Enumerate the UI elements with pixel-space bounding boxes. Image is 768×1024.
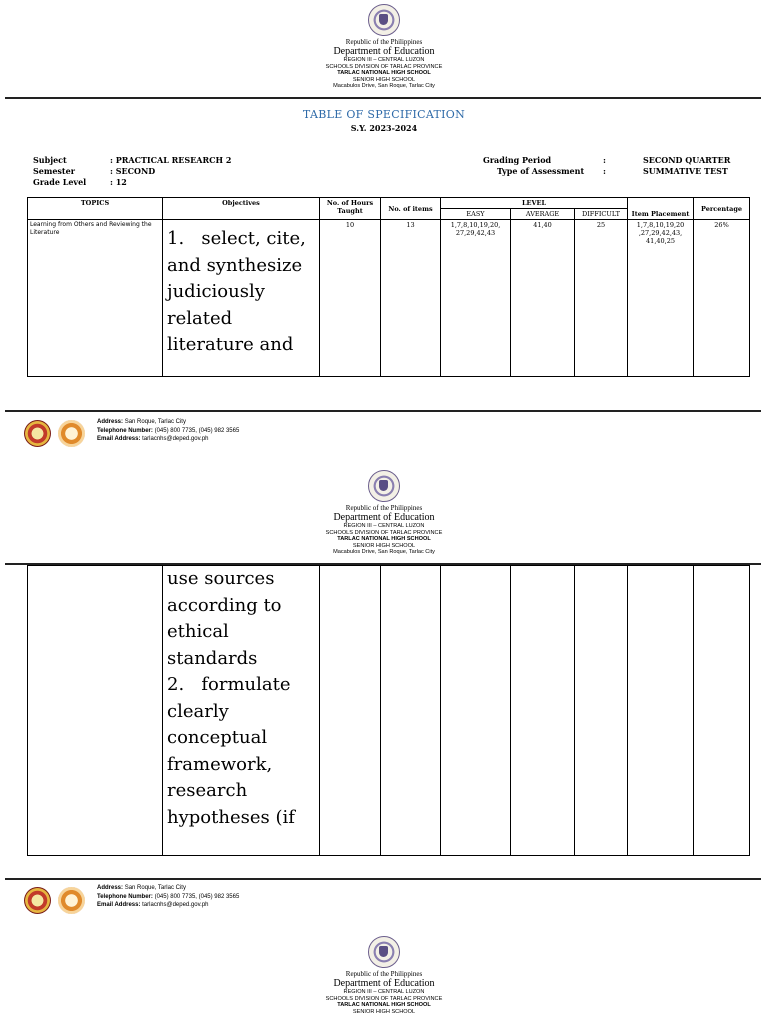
footer-contact: [97, 418, 239, 444]
footer-email-label: Email Address:: [97, 436, 141, 443]
footer-phone: (045) 800 7735, (045) 982 3565: [154, 893, 240, 900]
semester-value: : SECOND: [110, 166, 156, 176]
info-labels: [33, 155, 113, 188]
republic-text: Republic of the Philippines: [345, 970, 423, 978]
deped-seal-icon: [368, 936, 400, 968]
letterhead-address: Macabulos Drive, San Roque, Tarlac City: [333, 549, 435, 556]
easy-cell: 1,7,8,10,19,20, 27,29,42,43: [441, 220, 511, 377]
assessment-label: Type of Assessment: [497, 166, 585, 176]
header-level: LEVEL: [441, 198, 628, 209]
school-text: TARLAC NATIONAL HIGH SCHOOL: [337, 70, 431, 77]
footer-phone-label: Telephone Number:: [97, 427, 153, 434]
footer-email: tarlacnhs@deped.gov.ph: [142, 436, 209, 443]
school-year: S.Y. 2023-2024: [350, 123, 418, 133]
footer-divider: [5, 878, 761, 880]
page-title: TABLE OF SPECIFICATION: [302, 108, 466, 121]
division-text: SCHOOLS DIVISION OF TARLAC PROVINCE: [325, 529, 443, 536]
header-easy: EASY: [441, 209, 511, 220]
letterhead: [0, 470, 768, 556]
republic-text: Republic of the Philippines: [345, 504, 423, 512]
division-text: SCHOOLS DIVISION OF TARLAC PROVINCE: [325, 995, 443, 1002]
school-text: TARLAC NATIONAL HIGH SCHOOL: [337, 1002, 431, 1009]
grading-value: SECOND QUARTER: [643, 155, 731, 165]
footer-address-label: Address:: [97, 885, 124, 891]
items-cell: 13: [381, 220, 441, 377]
placement-cell: 1,7,8,10,19,20 ,27,29,42,43, 41,40,25: [628, 220, 694, 377]
department-text: Department of Education: [333, 512, 435, 523]
footer-email: tarlacnhs@deped.gov.ph: [142, 902, 209, 909]
percentage-cell: 26%: [694, 220, 750, 377]
grade-label: Grade Level: [33, 177, 87, 187]
subject-value: : PRACTICAL RESEARCH 2: [110, 155, 232, 165]
header-percentage: Percentage: [694, 198, 750, 220]
letterhead-address: Macabulos Drive, San Roque, Tarlac City: [333, 83, 435, 90]
department-text: Department of Education: [333, 978, 435, 989]
grading-colon: :: [603, 155, 606, 165]
footer-address: San Roque, Tarlac City: [124, 419, 186, 425]
footer-phone: (045) 800 7735, (045) 982 3565: [154, 427, 240, 434]
shs-logo-icon: [58, 887, 85, 914]
header-objectives: Objectives: [163, 198, 320, 220]
hours-cell: 10: [320, 220, 381, 377]
assessment-value: SUMMATIVE TEST: [643, 166, 728, 176]
semester-label: Semester: [33, 166, 75, 176]
level-text: SENIOR HIGH SCHOOL: [352, 1008, 416, 1015]
topic-cell: Learning from Others and Reviewing the Literature: [28, 220, 163, 377]
spec-table: [27, 197, 750, 377]
region-text: REGION III – CENTRAL LUZON: [343, 989, 425, 995]
assessment-colon: :: [603, 166, 606, 176]
school-logo-icon: [24, 420, 51, 447]
footer-divider: [5, 410, 761, 412]
republic-text: Republic of the Philippines: [345, 38, 423, 46]
grade-value: : 12: [110, 177, 127, 187]
header-topics: TOPICS: [28, 198, 163, 220]
header-hours: No. of Hours Taught: [320, 198, 381, 220]
division-text: SCHOOLS DIVISION OF TARLAC PROVINCE: [325, 63, 443, 70]
header-items: No. of items: [381, 198, 441, 220]
footer-contact: [97, 884, 239, 910]
region-text: REGION III – CENTRAL LUZON: [343, 523, 425, 529]
average-cell: 41,40: [511, 220, 575, 377]
shs-logo-icon: [58, 420, 85, 447]
subject-label: Subject: [33, 155, 67, 165]
grading-label: Grading Period: [483, 155, 552, 165]
school-logo-icon: [24, 887, 51, 914]
school-text: TARLAC NATIONAL HIGH SCHOOL: [337, 536, 431, 543]
objective-cell: use sources according to ethical standards 2. formulate clearly conceptual framework, research hypotheses (if: [163, 566, 320, 856]
letterhead: [0, 936, 768, 1015]
level-text: SENIOR HIGH SCHOOL: [352, 76, 416, 83]
header-average: AVERAGE: [511, 209, 575, 220]
difficult-cell: 25: [575, 220, 628, 377]
department-text: Department of Education: [333, 46, 435, 57]
spec-table-continued: [27, 565, 750, 856]
footer-address-label: Address:: [97, 419, 124, 425]
header-difficult: DIFFICULT: [575, 209, 628, 220]
deped-seal-icon: [368, 4, 400, 36]
objective-cell: 1. select, cite, and synthesize judiciously related literature and: [163, 220, 320, 377]
deped-seal-icon: [368, 470, 400, 502]
table-row: [28, 566, 750, 856]
header-placement: Item Placement: [628, 198, 694, 220]
header-divider: [5, 97, 761, 99]
footer-address: San Roque, Tarlac City: [124, 885, 186, 891]
letterhead: [0, 4, 768, 90]
table-row: [28, 220, 750, 377]
footer-email-label: Email Address:: [97, 902, 141, 909]
region-text: REGION III – CENTRAL LUZON: [343, 57, 425, 63]
footer-phone-label: Telephone Number:: [97, 893, 153, 900]
info-values: [110, 155, 310, 188]
level-text: SENIOR HIGH SCHOOL: [352, 542, 416, 549]
